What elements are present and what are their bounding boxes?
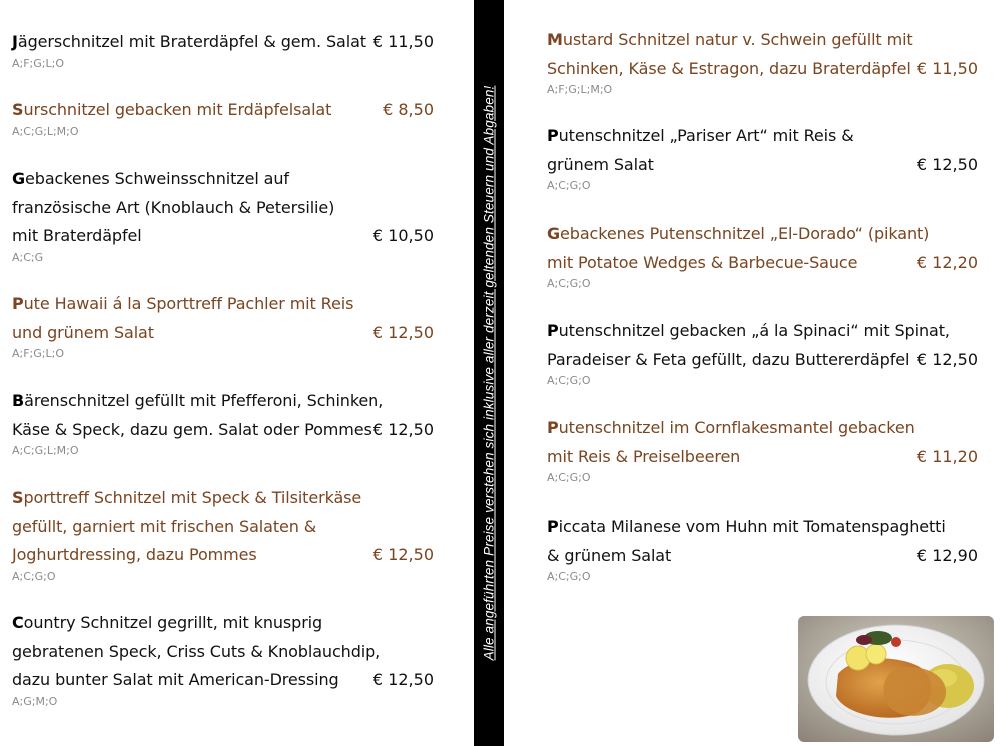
item-price: € 12,50	[372, 670, 434, 689]
allergen-codes: A;C;G;O	[547, 277, 591, 290]
menu-item	[12, 290, 442, 361]
menu-item	[547, 513, 987, 584]
schnitzel-plate-illustration	[798, 616, 994, 742]
item-price: € 11,50	[372, 32, 434, 51]
item-name-line: und grünem Salat	[12, 322, 154, 342]
allergen-codes: A;F;G;L;O	[12, 347, 64, 360]
menu-item	[547, 414, 987, 485]
item-price: € 10,50	[372, 226, 434, 245]
item-price: € 12,50	[916, 349, 978, 369]
menu-item	[12, 484, 442, 584]
item-name-line: Paradeiser & Feta gefüllt, dazu Buttererdäpfel	[547, 349, 910, 369]
price-notice-text: Alle angeführten Preise verstehen sich inklusive aller derzeit geltenden Steuern und Abgaben!	[481, 85, 497, 661]
schnitzel-plate-photo	[798, 616, 994, 742]
item-price: € 12,20	[916, 252, 978, 272]
item-name-line: Joghurtdressing, dazu Pommes	[12, 545, 257, 564]
allergen-codes: A;F;G;L;M;O	[547, 83, 613, 96]
menu-item	[12, 387, 442, 458]
menu-item	[547, 220, 987, 291]
item-name-line: Mustard Schnitzel natur v. Schwein gefüllt mit	[547, 30, 913, 49]
item-name-line: Sporttreff Schnitzel mit Speck & Tilsiterkäse	[12, 488, 362, 507]
allergen-codes: A;C;G;L;M;O	[12, 124, 79, 138]
item-price: € 11,50	[916, 58, 978, 78]
item-name-line: Käse & Speck, dazu gem. Salat oder Pommes	[12, 419, 372, 439]
item-price: € 12,90	[916, 545, 978, 565]
item-name-line: Jägerschnitzel mit Braterdäpfel & gem. Salat	[12, 32, 366, 51]
item-name-line: mit Potatoe Wedges & Barbecue-Sauce	[547, 252, 858, 272]
item-name-line: Putenschnitzel im Cornflakesmantel gebacken	[547, 418, 915, 437]
item-name-line: französische Art (Knoblauch & Petersilie)	[12, 197, 335, 217]
allergen-codes: A;C;G;O	[12, 569, 56, 583]
allergen-codes: A;G;M;O	[12, 694, 58, 708]
item-name-line: Surschnitzel gebacken mit Erdäpfelsalat	[12, 100, 332, 119]
item-name-line: mit Reis & Preiselbeeren	[547, 446, 741, 466]
allergen-codes: A;F;G;L;O	[12, 56, 64, 70]
item-price: € 12,50	[372, 419, 434, 439]
item-name-line: gefüllt, garniert mit frischen Salaten &	[12, 516, 317, 536]
allergen-codes: A;C;G;O	[547, 374, 591, 387]
allergen-codes: A;C;G;L;M;O	[12, 444, 79, 457]
item-name-line: Gebackenes Schweinsschnitzel auf	[12, 169, 289, 188]
menu-item	[12, 609, 442, 709]
allergen-codes: A;C;G	[12, 250, 44, 264]
item-price: € 12,50	[372, 322, 434, 342]
item-name-line: Schinken, Käse & Estragon, dazu Braterdäpfel	[547, 58, 911, 78]
menu-item	[12, 165, 442, 265]
item-name-line: Country Schnitzel gegrillt, mit knusprig	[12, 613, 323, 632]
item-name-line: grünem Salat	[547, 154, 654, 174]
item-name-line: Putenschnitzel „Pariser Art“ mit Reis &	[547, 126, 854, 145]
item-name-line: Gebackenes Putenschnitzel „El-Dorado“ (pikant)	[547, 224, 930, 243]
item-price: € 11,20	[916, 446, 978, 466]
item-name-line: Piccata Milanese vom Huhn mit Tomatenspaghetti	[547, 517, 946, 536]
item-name-line: Pute Hawaii á la Sporttreff Pachler mit Reis	[12, 294, 354, 313]
item-price: € 8,50	[383, 100, 434, 119]
item-name-line: gebratenen Speck, Criss Cuts & Knoblauchdip,	[12, 641, 381, 661]
menu-item	[12, 28, 442, 71]
item-name-line: Bärenschnitzel gefüllt mit Pfefferoni, Schinken,	[12, 391, 384, 410]
item-name-line: mit Braterdäpfel	[12, 226, 142, 245]
item-name-line: Putenschnitzel gebacken „á la Spinaci“ mit Spinat,	[547, 321, 950, 340]
item-price: € 12,50	[372, 545, 434, 564]
allergen-codes: A;C;G;O	[547, 471, 591, 484]
item-name-line: & grünem Salat	[547, 545, 672, 565]
allergen-codes: A;C;G;O	[547, 570, 591, 583]
menu-item	[547, 317, 987, 388]
menu-item	[547, 26, 987, 97]
item-name-line: dazu bunter Salat mit American-Dressing	[12, 670, 339, 689]
item-price: € 12,50	[916, 154, 978, 174]
allergen-codes: A;C;G;O	[547, 179, 591, 192]
menu-item	[547, 122, 987, 193]
menu-item	[12, 96, 442, 139]
